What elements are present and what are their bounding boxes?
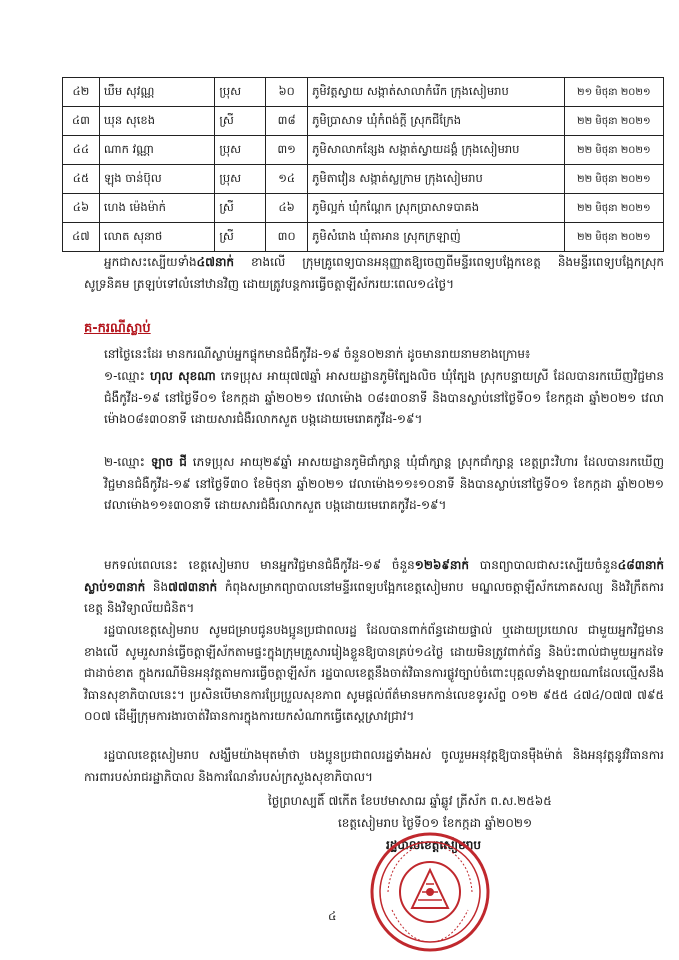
cell-sex: ស្រី [215, 194, 266, 223]
summary-text-2: បានព្យាបាលជាសះស្បើយចំនួន [468, 558, 618, 572]
table-row [63, 194, 664, 223]
table-row [63, 165, 664, 194]
table-row [63, 223, 664, 252]
recovered-text-rest: ខាងលើ ក្រុមគ្រូពេទ្យបានអនុញ្ញាតឱ្យចេញពីមន្ទីរពេទ្យបង្អែកខេត្ត និងមន្ទីរពេទ្យបង្អែកស្រុកសូទ្រនិគម ត្រឡប់ទៅលំនៅឋានវិញ ដោយត្រូវបន្តការធ្វើចត្តាឡីស័ករយៈពេល១៤ថ្ងៃ។ [84, 255, 664, 291]
official-seal-icon [368, 830, 492, 954]
cell-name: ឃឹម សុវណ្ណ [99, 78, 215, 107]
cell-no: ៤២ [63, 78, 100, 107]
summary-text-1: មកទល់ពេលនេះ ខេត្តសៀមរាប មានអ្នកវិជ្ជមានជំងឺកូវីដ-១៩ ចំនួន [104, 558, 415, 572]
cell-no: ៤៤ [63, 136, 100, 165]
cell-no: ៤៥ [63, 165, 100, 194]
advice-paragraph [84, 620, 664, 728]
cell-age: ៦០ [266, 78, 308, 107]
death-intro [104, 344, 664, 366]
summary-text-4: និង [145, 579, 169, 594]
cell-age: ៣១ [266, 136, 308, 165]
page-number: ៤ [328, 909, 337, 923]
summary-treating: ៧៧៣នាក់ [168, 579, 218, 594]
cell-sex: ប្រុស [215, 165, 266, 194]
table-row [63, 78, 664, 107]
recovered-count: ៤៧នាក់ [196, 255, 235, 269]
cell-no: ៤៦ [63, 194, 100, 223]
cell-date: ២២ មិថុនា ២០២១ [564, 107, 663, 136]
lunar-date: ថ្ងៃព្រហស្បតិ៍ ៧កើត ខែបឋមាសាឍ ឆ្នាំឆ្លូវ ត្រីស័ក ព.ស.២៥៦៥ [268, 794, 552, 808]
cell-date: ២១ មិថុនា ២០២១ [564, 78, 663, 107]
cell-name: ឡុង ចាន់ប៊ុល [99, 165, 215, 194]
cell-date: ២២ មិថុនា ២០២១ [564, 136, 663, 165]
case2-prefix: ២-ឈ្មោះ [104, 455, 151, 469]
cell-address: ភូមិល្អក់ ឃុំកណ្តែក ស្រុកប្រាសាទបាគង [308, 194, 564, 223]
cell-age: ៤៦ [266, 194, 308, 223]
cell-address: ភូមិសំរោង ឃុំតាអាន ស្រុកក្រឡាញ់ [308, 223, 564, 252]
solar-date: ខេត្តសៀមរាប ថ្ងៃទី០១ ខែកក្កដា ឆ្នាំ២០២១ [338, 816, 533, 830]
death-case-1 [104, 366, 664, 431]
authority-title: រដ្ឋបាលខេត្តសៀមរាប [386, 838, 481, 852]
closing-paragraph [84, 745, 664, 788]
cell-no: ៤៧ [63, 223, 100, 252]
cases-table [62, 77, 664, 252]
summary-recovered: ៤៨៣នាក់ [617, 558, 664, 572]
case2-text: ភេទប្រុស អាយុ២៩ឆ្នាំ អាសយដ្ឋានភូមិជាំក្សាន្ត ឃុំជាំក្សាន្ត ស្រុកជាំក្សាន្ត ខេត្តព្រះវិហារ ដែលបានរកឃើញវិជ្ជមានជំងឺកូវីដ-១៩ នៅថ្ងៃទី៣០ ខែមិថុនា ឆ្នាំ២០២១ វេលាម៉ោង១១៖១០នាទី និងបានស្លាប់នៅថ្ងៃទី០១ ខែកក្កដា ឆ្នាំ២០២១ វេលាម៉ោង១១៖៣០នាទី ដោយសារជំងឺរលាកសួត បង្កដោយមេរោគកូវីដ-១៩។ [104, 455, 664, 512]
cell-address: ភូមិសាលាកន្សែង សង្កាត់ស្វាយដង្គំ ក្រុងសៀមរាប [308, 136, 564, 165]
table-row [63, 136, 664, 165]
cell-name: ណាក វណ្ណា [99, 136, 215, 165]
advice-text: រដ្ឋបាលខេត្តសៀមរាប សូមជម្រាបជូនបងប្អូនប្រជាពលរដ្ឋ ដែលបានពាក់ព័ន្ធដោយផ្ទាល់ ឬដោយប្រយោល ជាមួយអ្នកវិជ្ជមានខាងលើ សូមរួសរាន់ធ្វើចត្តាឡីស័កតាមផ្ទះក្នុងក្រុមគ្រួសាររៀងខ្លួនឱ្យបានគ្រប់១៤ថ្ងៃ ដោយមិនត្រូវពាក់ព័ន្ធ និងប៉ះពាល់ជាមួយអ្នកដទៃជាដាច់ខាត ក្នុងករណីមិនអនុវត្តតាមការធ្វើចត្តាឡីស័ក រដ្ឋបាលខេត្តនឹងចាត់វិធានការផ្លូវច្បាប់ចំពោះបុគ្គលទាំងឡាយណាដែលល្មើសនឹងវិធានសុខាភិបាលនេះ។ ប្រសិនបើមានការប្រែប្រួលសុខភាព សូមផ្តល់ព័ត៌មានមកកាន់លេខទូរស័ព្ទ ០១២ ៩៥៥ ៤៧៤/០៧៧ ៧៩៥ ០០៧ ដើម្បីក្រុមការងារចាត់វិធានការក្នុងការយកសំណាកធ្វើតេស្តស្រាវជ្រាវ។ [84, 623, 664, 723]
summary-text-5: កំពុងសម្រាកព្យាបាលនៅមន្ទីរពេទ្យបង្អែកខេត្តសៀមរាប មណ្ឌលចត្តាឡីស័កភោគសល្យ និងវិក្រឹតការខេត្ត និងវិទ្យាល័យជំនិត។ [84, 579, 664, 615]
cell-date: ២២ មិថុនា ២០២១ [564, 194, 663, 223]
death-case-2 [104, 452, 664, 517]
case1-prefix: ១-ឈ្មោះ [104, 369, 150, 383]
cell-sex: ប្រុស [215, 136, 266, 165]
cases-table-body [63, 78, 664, 252]
table-row [63, 107, 664, 136]
cell-date: ២២ មិថុនា ២០២១ [564, 223, 663, 252]
cell-address: ភូមិប្រាសាទ ឃុំកំពង់ក្តី ស្រុកជីក្រែង [308, 107, 564, 136]
case1-name: ហុល សុខណា [149, 369, 216, 383]
closing-text: រដ្ឋបាលខេត្តសៀមរាប សង្ឃឹមយ៉ាងមុតមាំថា បងប្អូនប្រជាពលរដ្ឋទាំងអស់ ចូលរួមអនុវត្តឱ្យបានម៉ឺងម៉ាត់ និងអនុវត្តនូវវិធានការការពារបស់រាជរដ្ឋាភិបាល និងការណែនាំរបស់ក្រសួងសុខាភិបាល។ [84, 748, 664, 784]
recovered-text: អ្នកជាសះស្បើយទាំង [104, 255, 197, 269]
cell-address: ភូមិវត្តស្វាយ សង្កាត់សាលាកំរើក ក្រុងសៀមរាប [308, 78, 564, 107]
cell-address: ភូមិតាវៀន សង្កាត់ស្លក្រាម ក្រុងសៀមរាប [308, 165, 564, 194]
case1-text: ភេទប្រុស អាយុ៧៧ឆ្នាំ អាសយដ្ឋានភូមិត្បែងលិច ឃុំត្បែង ស្រុកបន្ទាយស្រី ដែលបានរកឃើញវិជ្ជមានជំងឺកូវីដ-១៩ នៅថ្ងៃទី០១ ខែកក្កដា ឆ្នាំ២០២១ វេលាម៉ោង ០៨៖៣០នាទី និងបានស្លាប់នៅថ្ងៃទី០១ ខែកក្កដា ឆ្នាំ២០២១ វេលាម៉ោង០៨៖៣០នាទី ដោយសារជំងឺរលាកសួត បង្កដោយមេរោគកូវីដ-១៩។ [104, 369, 665, 426]
cell-sex: ស្រី [215, 223, 266, 252]
summary-paragraph [84, 555, 664, 620]
cell-age: ៣០ [266, 223, 308, 252]
cell-date: ២២ មិថុនា ២០២១ [564, 165, 663, 194]
cell-no: ៤៣ [63, 107, 100, 136]
recovered-paragraph [84, 252, 664, 295]
death-section-heading: គ-ករណីស្លាប់ [84, 321, 151, 336]
summary-total: ១២៦៩នាក់ [414, 558, 469, 572]
cell-sex: ប្រុស [215, 78, 266, 107]
summary-deaths: ស្លាប់១៣នាក់ [84, 579, 146, 594]
cell-sex: ស្រី [215, 107, 266, 136]
cell-age: ១៤ [266, 165, 308, 194]
cell-age: ៣៨ [266, 107, 308, 136]
cell-name: ហេង ម៉េងម៉ាក់ [99, 194, 215, 223]
death-intro-text: នៅថ្ងៃនេះដែរ មានករណីស្លាប់អ្នកផ្ទុកមានជំងឺកូវីដ-១៩ ចំនួន០២នាក់ ដូចមានរាយនាមខាងក្រោម៖ [104, 347, 531, 361]
cell-name: លោត សុនាថ [99, 223, 215, 252]
case2-name: ឡាច ជី [150, 455, 187, 469]
cell-name: ឃុន សុខេង [99, 107, 215, 136]
